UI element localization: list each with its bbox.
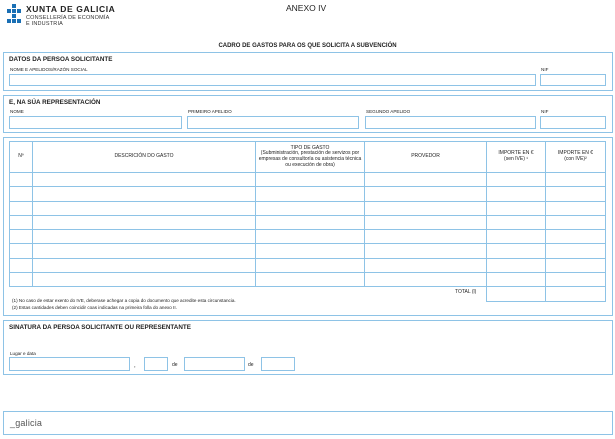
total-label: TOTAL (l)	[455, 289, 477, 295]
cell-amount-gross[interactable]	[546, 258, 606, 272]
applicant-name-field[interactable]	[9, 74, 536, 86]
col-amount-net-header: IMPORTE EN € (sen IVE) ¹	[487, 142, 546, 173]
table-row	[10, 230, 606, 244]
cell-amount-net[interactable]	[487, 173, 546, 187]
rep-second-surname-field[interactable]	[365, 116, 536, 129]
galicia-crest-icon	[6, 4, 22, 26]
rep-name-label: NOME	[10, 109, 24, 114]
cell-amount-net[interactable]	[487, 273, 546, 287]
cell-amount-gross[interactable]	[546, 187, 606, 201]
cell-type[interactable]	[256, 230, 365, 244]
applicant-name-label: NOME E APELIDOS/RAZÓN SOCIAL	[10, 67, 88, 72]
cell-amount-net[interactable]	[487, 187, 546, 201]
col-number-header: Nº	[10, 142, 33, 173]
annex-label: ANEXO IV	[286, 3, 327, 13]
month-field[interactable]	[184, 357, 245, 371]
department-line-1: CONSELLERÍA DE ECONOMÍA	[26, 15, 110, 21]
cell-provider[interactable]	[365, 258, 487, 272]
cell-number[interactable]	[10, 244, 33, 258]
day-field[interactable]	[144, 357, 168, 371]
cell-type[interactable]	[256, 258, 365, 272]
footer-brand: _galicia	[10, 418, 43, 428]
cell-description[interactable]	[33, 201, 256, 215]
col-provider-header: PROVEDOR	[365, 142, 487, 173]
cell-type[interactable]	[256, 173, 365, 187]
department-name	[26, 15, 109, 27]
expenses-header-row	[10, 142, 606, 173]
cell-amount-net[interactable]	[487, 258, 546, 272]
cell-description[interactable]	[33, 173, 256, 187]
rep-first-surname-field[interactable]	[187, 116, 359, 129]
cell-amount-gross[interactable]	[546, 201, 606, 215]
expenses-body	[10, 173, 606, 302]
comma-separator: ,	[134, 363, 136, 369]
cell-number[interactable]	[10, 258, 33, 272]
table-row	[10, 244, 606, 258]
cell-description[interactable]	[33, 230, 256, 244]
cell-amount-gross[interactable]	[546, 230, 606, 244]
cell-number[interactable]	[10, 173, 33, 187]
footnote-1: (1) No caso de estar exento do IVE, deberase achegar a copia do documento que acredite esta circunstancia.	[12, 298, 236, 303]
cell-amount-gross[interactable]	[546, 215, 606, 229]
de-separator-1: de	[172, 362, 178, 368]
cell-provider[interactable]	[365, 201, 487, 215]
total-amount-gross[interactable]	[546, 287, 606, 301]
cell-description[interactable]	[33, 273, 256, 287]
table-row	[10, 173, 606, 187]
cell-description[interactable]	[33, 258, 256, 272]
cell-provider[interactable]	[365, 273, 487, 287]
cell-type[interactable]	[256, 244, 365, 258]
cell-description[interactable]	[33, 215, 256, 229]
cell-number[interactable]	[10, 187, 33, 201]
document-title: CADRO DE GASTOS PARA OS QUE SOLICITA A SUBVENCIÓN	[218, 43, 397, 49]
cell-description[interactable]	[33, 187, 256, 201]
cell-number[interactable]	[10, 273, 33, 287]
org-name: XUNTA DE GALICIA	[26, 4, 116, 14]
rep-nif-label: NIF	[541, 109, 549, 114]
cell-description[interactable]	[33, 244, 256, 258]
total-amount-net[interactable]	[487, 287, 546, 301]
cell-amount-net[interactable]	[487, 215, 546, 229]
footer-panel	[3, 411, 613, 435]
place-date-label: Lugar e data	[10, 351, 36, 356]
representative-section-title: E, NA SÚA REPRESENTACIÓN	[9, 99, 101, 106]
applicant-section-title: DATOS DA PERSOA SOLICITANTE	[9, 56, 113, 63]
col-type-header: TIPO DE GASTO (Subministración, prestación de servizos por empresas de consultoría ou asistencia técnica ou execución de obra)	[256, 142, 365, 173]
department-line-2: E INDUSTRIA	[26, 21, 64, 27]
expenses-table	[9, 141, 606, 302]
cell-number[interactable]	[10, 230, 33, 244]
cell-type[interactable]	[256, 215, 365, 229]
col-description-header: DESCRICIÓN DO GASTO	[33, 142, 256, 173]
cell-number[interactable]	[10, 201, 33, 215]
table-row	[10, 273, 606, 287]
footnote-2: (2) Estas cantidades deben coincidir coas indicadas na primeira folla do anexo II.	[12, 305, 177, 310]
rep-first-surname-label: PRIMEIRO APELIDO	[188, 109, 232, 114]
year-field[interactable]	[261, 357, 295, 371]
cell-type[interactable]	[256, 187, 365, 201]
rep-second-surname-label: SEGUNDO APELIDO	[366, 109, 411, 114]
table-row	[10, 258, 606, 272]
cell-provider[interactable]	[365, 173, 487, 187]
cell-amount-gross[interactable]	[546, 173, 606, 187]
cell-type[interactable]	[256, 273, 365, 287]
cell-number[interactable]	[10, 215, 33, 229]
col-amount-gross-header: IMPORTE EN € (con IVE)²	[546, 142, 606, 173]
cell-amount-net[interactable]	[487, 201, 546, 215]
signature-section-title: SINATURA DA PERSOA SOLICITANTE OU REPRESENTANTE	[9, 324, 191, 331]
rep-nif-field[interactable]	[540, 116, 606, 129]
cell-provider[interactable]	[365, 215, 487, 229]
cell-type[interactable]	[256, 201, 365, 215]
cell-provider[interactable]	[365, 244, 487, 258]
rep-name-field[interactable]	[9, 116, 182, 129]
table-row	[10, 187, 606, 201]
cell-provider[interactable]	[365, 230, 487, 244]
applicant-nif-field[interactable]	[540, 74, 606, 86]
cell-amount-net[interactable]	[487, 244, 546, 258]
cell-amount-net[interactable]	[487, 230, 546, 244]
cell-amount-gross[interactable]	[546, 244, 606, 258]
place-field[interactable]	[9, 357, 130, 371]
table-row	[10, 201, 606, 215]
de-separator-2: de	[248, 362, 254, 368]
applicant-nif-label: NIF	[541, 67, 549, 72]
cell-provider[interactable]	[365, 187, 487, 201]
table-row	[10, 215, 606, 229]
cell-amount-gross[interactable]	[546, 273, 606, 287]
